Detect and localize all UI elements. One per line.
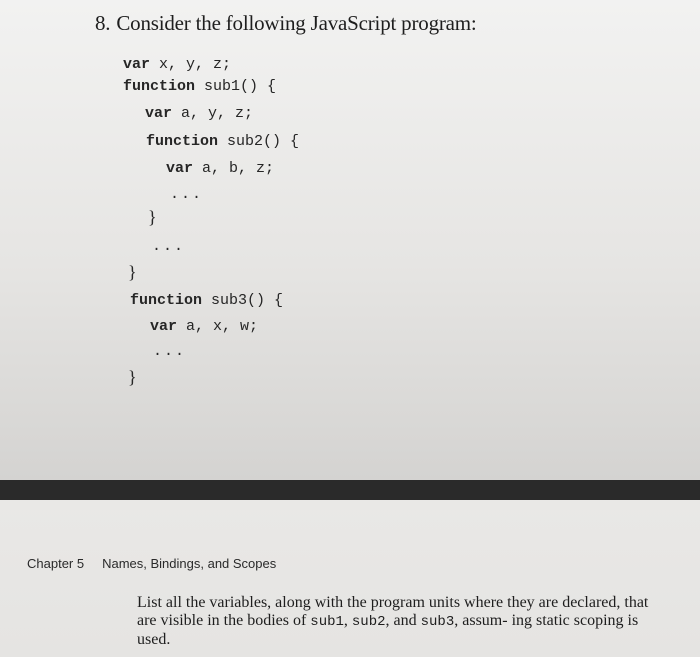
code-brace-3: } xyxy=(128,367,137,387)
code-line-5: var a, b, z; xyxy=(166,160,275,177)
code-line-10: var a, x, w; xyxy=(150,318,259,335)
code-line-2: function sub1() { xyxy=(123,78,277,95)
page-divider xyxy=(0,480,700,500)
question-number: 8. xyxy=(95,11,111,35)
question-heading xyxy=(95,11,477,36)
code-ellipsis-2: ... xyxy=(152,238,186,255)
code-line-3: var a, y, z; xyxy=(145,105,254,122)
code-ellipsis-1: ... xyxy=(170,186,204,203)
code-ellipsis-3: ... xyxy=(153,343,187,360)
chapter-title: Names, Bindings, and Scopes xyxy=(102,556,277,571)
code-brace-2: } xyxy=(128,262,137,282)
chapter-header xyxy=(27,556,276,571)
code-line-9: function sub3() { xyxy=(130,292,284,309)
chapter-label: Chapter 5 xyxy=(27,556,85,571)
code-line-1: var x, y, z; xyxy=(123,56,232,73)
question-text: Consider the following JavaScript program: xyxy=(116,11,477,35)
code-line-4: function sub2() { xyxy=(146,133,300,150)
task-text: List all the variables, along with the program units where they are declared, that are visible in the bodies of sub1, sub2, and sub3, assum- ing static scoping is used. xyxy=(137,594,649,648)
code-brace-1: } xyxy=(148,207,157,227)
